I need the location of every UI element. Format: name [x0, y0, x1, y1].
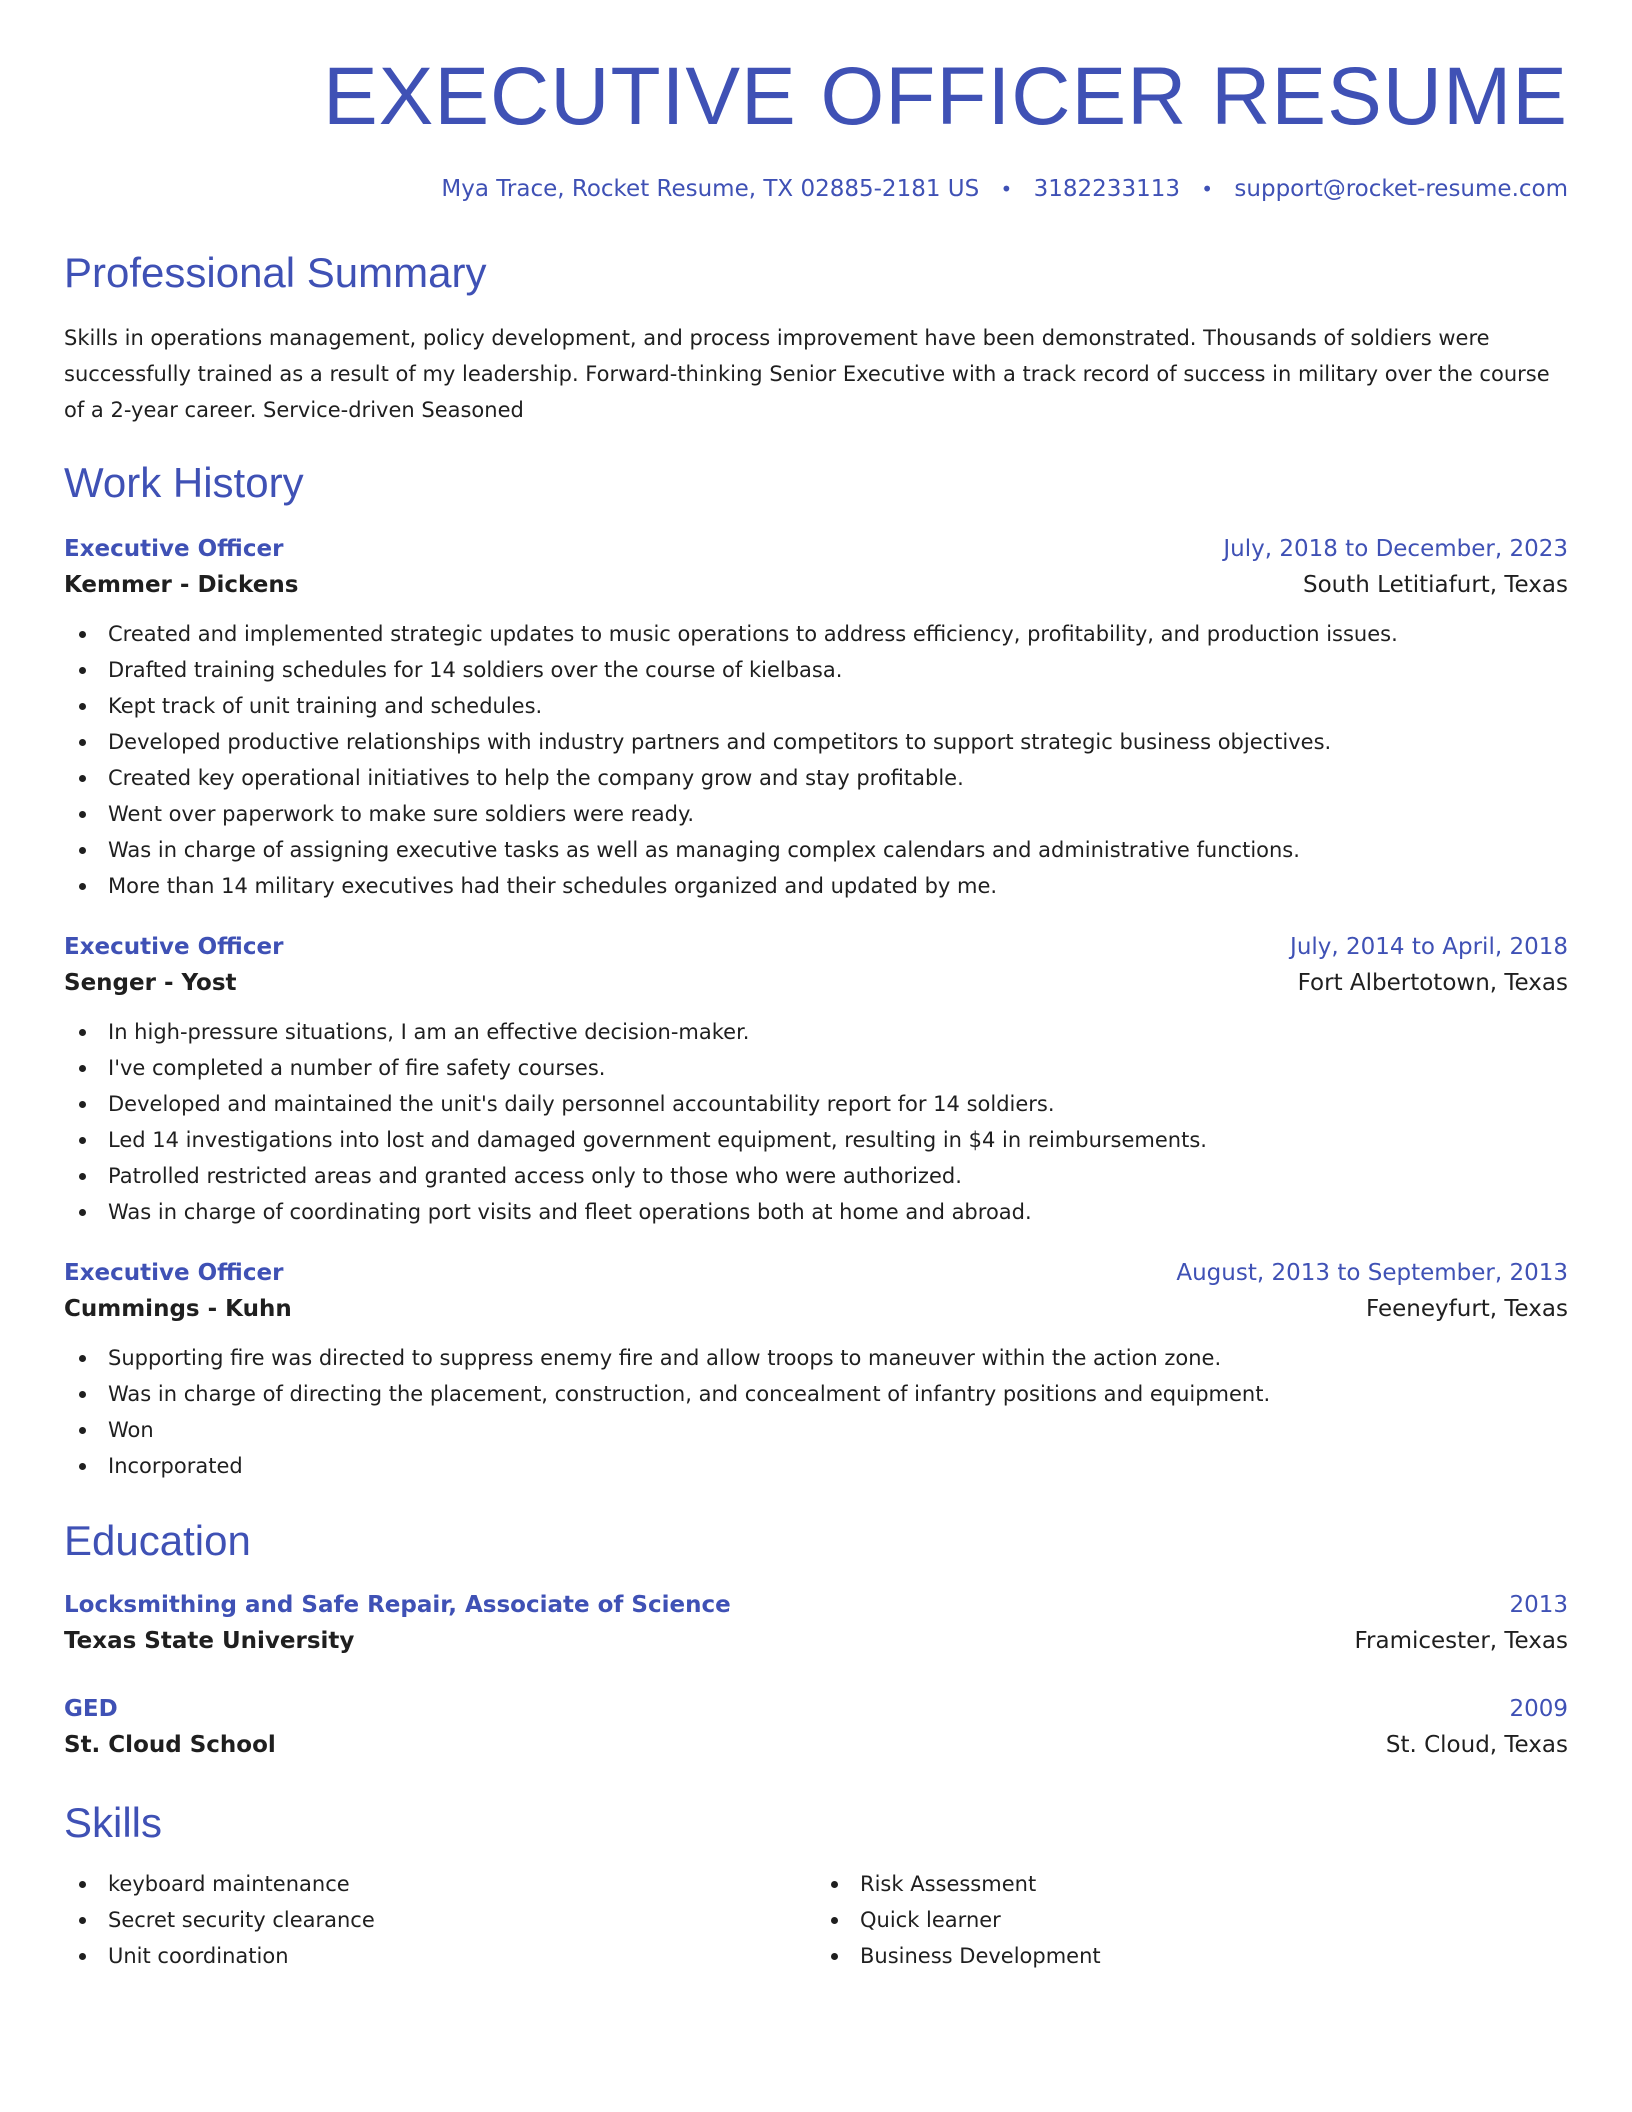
- job-bullets: [64, 1340, 1568, 1484]
- contact-separator: •: [1201, 177, 1214, 201]
- list-item: In high-pressure situations, I am an effective decision-maker.: [64, 1014, 1568, 1050]
- education-entry: [64, 1696, 1568, 1758]
- skill-item: Business Development: [816, 1938, 1568, 1974]
- list-item: Supporting fire was directed to suppress enemy fire and allow troops to maneuver within the action zone.: [64, 1340, 1568, 1376]
- section-heading-skills: Skills: [64, 1799, 163, 1846]
- job-header-row: [64, 536, 1568, 562]
- skill-item: Quick learner: [816, 1902, 1568, 1938]
- job-bullets: [64, 616, 1568, 904]
- job-org-row: [64, 572, 1568, 598]
- job-role: Executive Officer: [64, 536, 284, 562]
- list-item: Kept track of unit training and schedules.: [64, 688, 1568, 724]
- job-location: South Letitiafurt, Texas: [1303, 572, 1568, 598]
- job-dates: August, 2013 to September, 2013: [1176, 1260, 1568, 1286]
- list-item: Won: [64, 1412, 1568, 1448]
- skill-item: Secret security clearance: [64, 1902, 816, 1938]
- education-school: Texas State University: [64, 1628, 355, 1654]
- skills-list: [64, 1866, 816, 1974]
- education-degree: GED: [64, 1696, 118, 1722]
- skill-item: keyboard maintenance: [64, 1866, 816, 1902]
- contact-separator: •: [1000, 177, 1013, 201]
- list-item: Created key operational initiatives to help the company grow and stay profitable.: [64, 760, 1568, 796]
- skill-item: Risk Assessment: [816, 1866, 1568, 1902]
- skills-column-right: [816, 1866, 1568, 1974]
- skill-item: Unit coordination: [64, 1938, 816, 1974]
- contact-email: support@rocket-resume.com: [1234, 176, 1568, 202]
- job-company: Kemmer - Dickens: [64, 572, 299, 598]
- list-item: More than 14 military executives had their schedules organized and updated by me.: [64, 868, 1568, 904]
- education-header-row: [64, 1592, 1568, 1618]
- skills-list: [816, 1866, 1568, 1974]
- education-location: Framicester, Texas: [1354, 1628, 1568, 1654]
- education-school: St. Cloud School: [64, 1732, 276, 1758]
- list-item: Created and implemented strategic updates to music operations to address efficiency, profitability, and production issues.: [64, 616, 1568, 652]
- education-entry: [64, 1592, 1568, 1654]
- job-location: Fort Albertotown, Texas: [1297, 970, 1568, 996]
- list-item: Went over paperwork to make sure soldiers were ready.: [64, 796, 1568, 832]
- education-school-row: [64, 1732, 1568, 1758]
- job-dates: July, 2018 to December, 2023: [1223, 536, 1568, 562]
- list-item: Incorporated: [64, 1448, 1568, 1484]
- job-role: Executive Officer: [64, 1260, 284, 1286]
- contact-line: [64, 176, 1568, 202]
- section-heading-education: Education: [64, 1517, 251, 1564]
- list-item: Developed productive relationships with industry partners and competitors to support strategic business objectives.: [64, 724, 1568, 760]
- job-entry: [64, 934, 1568, 1230]
- job-location: Feeneyfurt, Texas: [1366, 1296, 1568, 1322]
- work-section: [64, 459, 1568, 1484]
- list-item: Patrolled restricted areas and granted access only to those who were authorized.: [64, 1158, 1568, 1194]
- section-heading-summary: Professional Summary: [64, 249, 487, 296]
- job-entry: [64, 1260, 1568, 1484]
- education-section: [64, 1517, 1568, 1758]
- job-org-row: [64, 970, 1568, 996]
- contact-address: Mya Trace, Rocket Resume, TX 02885-2181 US: [441, 176, 980, 202]
- list-item: Developed and maintained the unit's daily personnel accountability report for 14 soldiers.: [64, 1086, 1568, 1122]
- resume-title: EXECUTIVE OFFICER RESUME: [322, 51, 1568, 142]
- contact-phone: 3182233113: [1033, 176, 1180, 202]
- list-item: Was in charge of directing the placement, construction, and concealment of infantry positions and equipment.: [64, 1376, 1568, 1412]
- job-org-row: [64, 1296, 1568, 1322]
- job-dates: July, 2014 to April, 2018: [1290, 934, 1568, 960]
- education-header-row: [64, 1696, 1568, 1722]
- list-item: I've completed a number of fire safety courses.: [64, 1050, 1568, 1086]
- job-entry: [64, 536, 1568, 904]
- list-item: Was in charge of assigning executive tasks as well as managing complex calendars and administrative functions.: [64, 832, 1568, 868]
- list-item: Drafted training schedules for 14 soldiers over the course of kielbasa.: [64, 652, 1568, 688]
- education-school-row: [64, 1628, 1568, 1654]
- list-item: Was in charge of coordinating port visits and fleet operations both at home and abroad.: [64, 1194, 1568, 1230]
- job-company: Senger - Yost: [64, 970, 237, 996]
- summary-text: Skills in operations management, policy development, and process improvement have been demonstrated. Thousands of soldiers were successfully trained as a result of my leadership. Forward-thinking Senior Executive with a track record of success in military over the course of a 2-year career. Service-driven Seasoned: [64, 326, 1550, 422]
- education-location: St. Cloud, Texas: [1385, 1732, 1568, 1758]
- summary-section: [64, 249, 1568, 428]
- job-company: Cummings - Kuhn: [64, 1296, 292, 1322]
- list-item: Led 14 investigations into lost and damaged government equipment, resulting in $4 in reimbursements.: [64, 1122, 1568, 1158]
- section-heading-work: Work History: [64, 459, 304, 506]
- education-degree: Locksmithing and Safe Repair, Associate of Science: [64, 1592, 731, 1618]
- resume-header: [64, 0, 1568, 202]
- education-year: 2009: [1509, 1696, 1568, 1722]
- skills-grid: [64, 1866, 1568, 1974]
- job-header-row: [64, 1260, 1568, 1286]
- skills-column-left: [64, 1866, 816, 1974]
- job-header-row: [64, 934, 1568, 960]
- job-role: Executive Officer: [64, 934, 284, 960]
- skills-section: [64, 1799, 1568, 1974]
- education-year: 2013: [1509, 1592, 1568, 1618]
- job-bullets: [64, 1014, 1568, 1230]
